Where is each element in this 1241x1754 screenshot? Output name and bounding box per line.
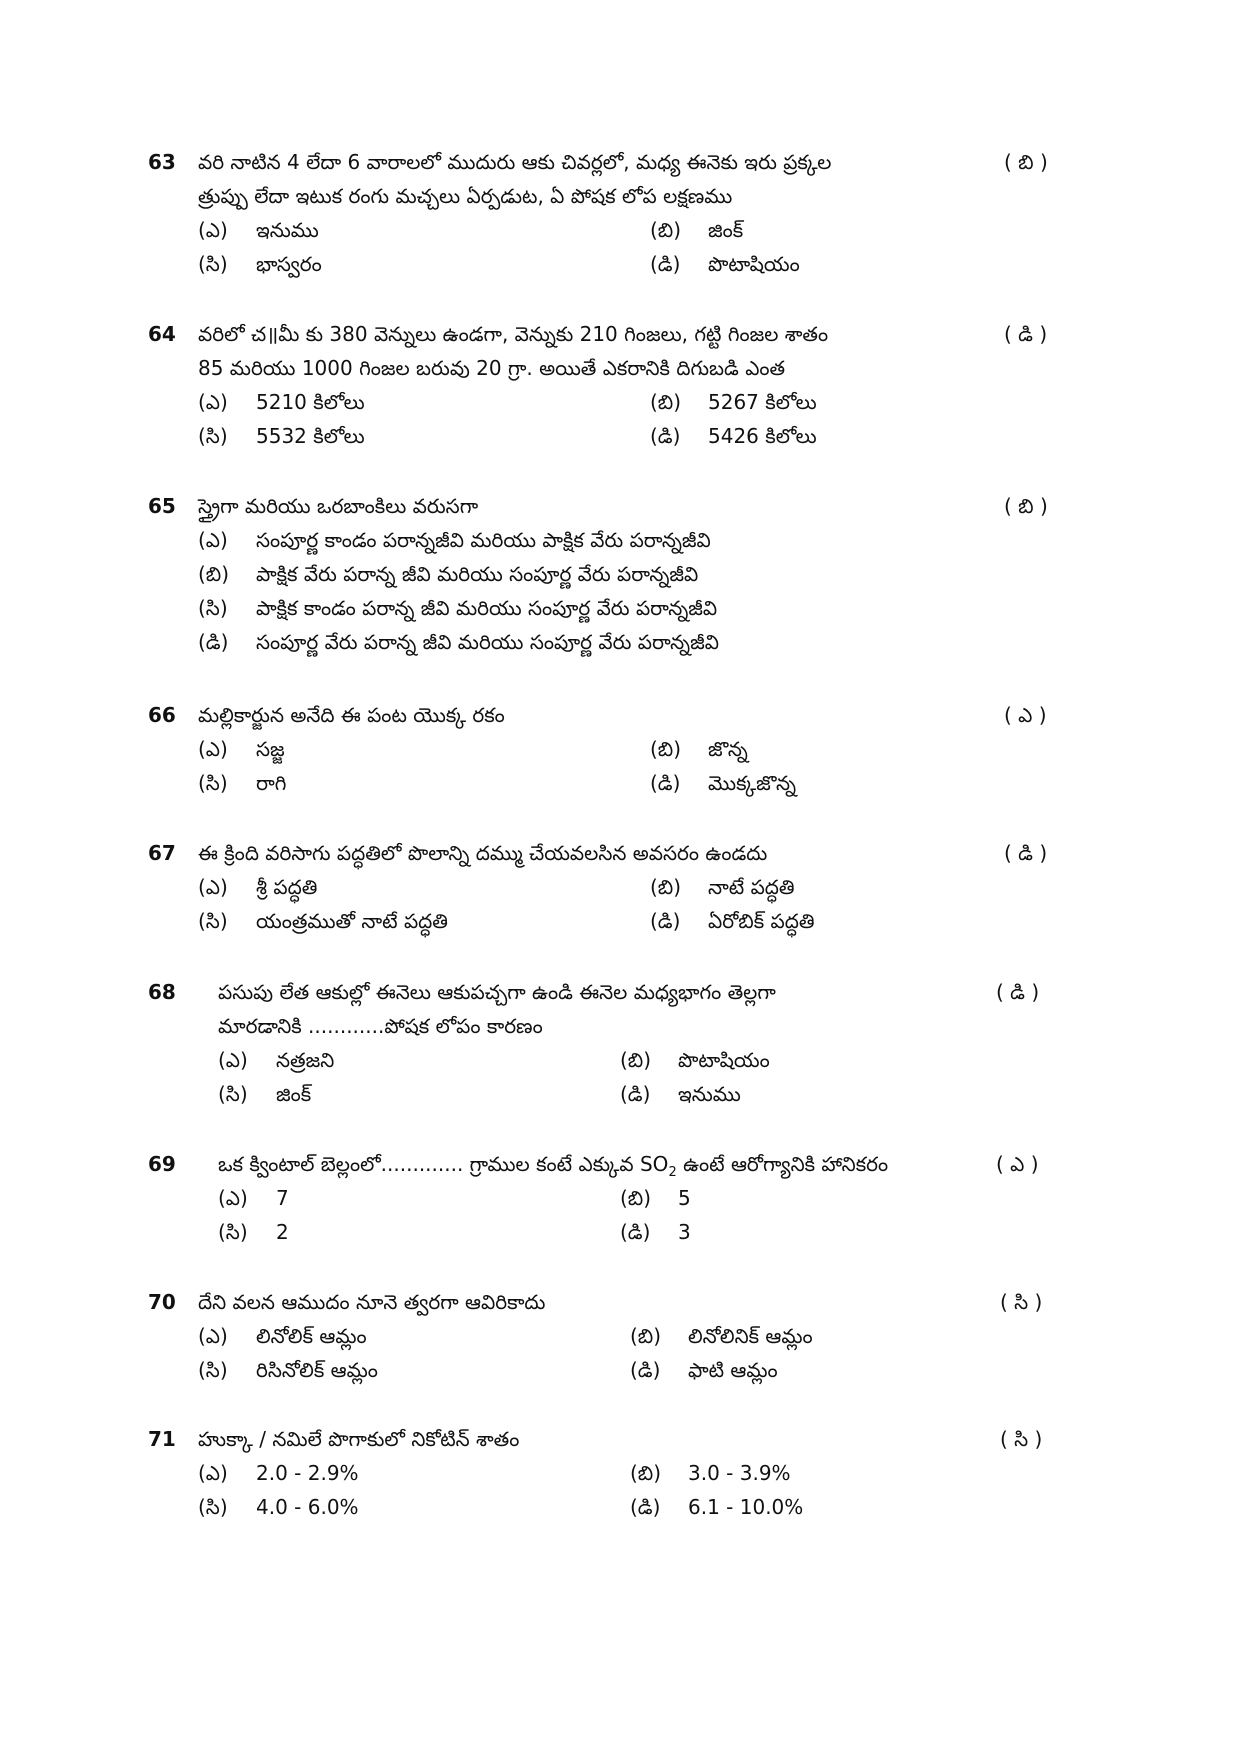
question-number: 65 — [148, 494, 176, 518]
question-number: 71 — [148, 1427, 176, 1451]
question-text-line: మారడానికి ............పోషక లోపం కారణం — [218, 1014, 543, 1038]
option-a — [198, 390, 365, 419]
option-label: (డి) — [650, 252, 681, 276]
option-label: (ఎ) — [198, 528, 228, 552]
option-text: 4.0 - 6.0% — [256, 1495, 359, 1519]
option-label: (ఎ) — [198, 390, 228, 414]
option-d — [650, 252, 800, 281]
option-c — [218, 1082, 311, 1111]
option-label: (బి) — [198, 562, 230, 586]
answer-key: ( బి ) — [1004, 150, 1048, 174]
option-text: మొక్కజొన్న — [708, 771, 796, 795]
answer-key: ( డి ) — [1004, 322, 1048, 346]
option-text: 7 — [276, 1186, 289, 1210]
question-text-line: స్త్రైగా మరియు ఒరబాంకిలు వరుసగా — [198, 494, 479, 518]
option-text: శ్రీ పద్ధతి — [256, 875, 318, 899]
option-text: 5532 కిలోలు — [256, 424, 365, 448]
option-text: 3.0 - 3.9% — [688, 1461, 791, 1485]
question-number: 70 — [148, 1290, 176, 1314]
option-text: భాస్వరం — [256, 252, 322, 276]
option-text: 5267 కిలోలు — [708, 390, 817, 414]
question-number: 69 — [148, 1152, 176, 1176]
option-label: (సి) — [198, 1495, 228, 1519]
question-number: 67 — [148, 841, 176, 865]
option-text: నాటే పద్ధతి — [708, 875, 795, 899]
question-text-line: 85 మరియు 1000 గింజల బరువు 20 గ్రా. అయితే ఎకరానికి దిగుబడి ఎంత — [198, 356, 786, 380]
option-label: (ఎ) — [218, 1186, 248, 1210]
question-number: 68 — [148, 980, 176, 1004]
option-label: (సి) — [198, 1358, 228, 1382]
option-b — [630, 1324, 813, 1353]
option-c — [198, 1358, 378, 1387]
option-label: (డి) — [630, 1358, 661, 1382]
option-label: (డి) — [198, 630, 229, 654]
question-text-subscript: 2 — [668, 1165, 677, 1180]
option-c — [198, 771, 286, 800]
option-d — [650, 909, 814, 938]
option-text: 3 — [678, 1220, 691, 1244]
option-b — [198, 562, 698, 591]
question-text-line: హుక్కా / నమిలే పొగాకులో నికోటిన్ శాతం — [198, 1427, 520, 1451]
option-text: ఫాటి ఆమ్లం — [688, 1358, 778, 1382]
answer-key: ( సి ) — [1000, 1290, 1043, 1314]
option-label: (సి) — [198, 909, 228, 933]
option-label: (బి) — [630, 1324, 662, 1348]
option-a — [218, 1048, 334, 1077]
option-text: జొన్న — [708, 737, 748, 761]
option-b — [650, 737, 748, 766]
option-d — [198, 630, 719, 659]
question-text-line: వరిలో చ॥మీ కు 380 వెన్నులు ఉండగా, వెన్నుకు 210 గింజలు, గట్టి గింజల శాతం — [198, 322, 829, 346]
option-label: (సి) — [198, 596, 228, 620]
option-text: యంత్రముతో నాటే పద్ధతి — [256, 909, 448, 933]
option-label: (డి) — [650, 424, 681, 448]
option-text: రిసినోలిక్ ఆమ్లం — [256, 1358, 378, 1382]
option-text: 5210 కిలోలు — [256, 390, 365, 414]
option-c — [198, 596, 717, 625]
option-text: పొటాషియం — [678, 1048, 770, 1072]
option-d — [630, 1495, 803, 1524]
option-d — [650, 424, 817, 453]
answer-key: ( సి ) — [1000, 1427, 1043, 1451]
option-text: ఇనుము — [256, 218, 319, 242]
option-text: పొటాషియం — [708, 252, 800, 276]
option-label: (డి) — [650, 771, 681, 795]
option-label: (సి) — [198, 252, 228, 276]
option-text: ఇనుము — [678, 1082, 741, 1106]
option-text: పాక్షిక కాండం పరాన్న జీవి మరియు సంపూర్ణ వేరు పరాన్నజీవి — [256, 596, 718, 620]
option-c — [198, 909, 448, 938]
option-text: 2 — [276, 1220, 289, 1244]
option-c — [198, 1495, 359, 1524]
option-a — [198, 1461, 359, 1490]
question-text-line: మల్లికార్జున అనేది ఈ పంట యొక్క రకం — [198, 703, 505, 727]
option-label: (బి) — [650, 218, 682, 242]
option-label: (ఎ) — [198, 875, 228, 899]
option-b — [620, 1186, 691, 1215]
option-text: 6.1 - 10.0% — [688, 1495, 804, 1519]
option-text: లినోలినిక్ ఆమ్లం — [688, 1324, 813, 1348]
option-label: (ఎ) — [198, 1324, 228, 1348]
option-a — [218, 1186, 289, 1215]
option-a — [198, 528, 711, 557]
option-c — [198, 424, 365, 453]
question-text-part: ఒక క్వింటాల్ బెల్లంలో............. గ్రాముల కంటే ఎక్కువ SO — [218, 1152, 669, 1176]
option-a — [198, 218, 319, 247]
option-label: (బి) — [630, 1461, 662, 1485]
option-b — [650, 390, 817, 419]
option-d — [630, 1358, 778, 1387]
option-c — [198, 252, 322, 281]
option-label: (డి) — [650, 909, 681, 933]
option-text: సంపూర్ణ కాండం పరాన్నజీవి మరియు పాక్షిక వేరు పరాన్నజీవి — [256, 528, 711, 552]
question-text-line: పసుపు లేత ఆకుల్లో ఈనెలు ఆకుపచ్చగా ఉండి ఈనెల మధ్యభాగం తెల్లగా — [218, 980, 776, 1004]
answer-key: ( ఎ ) — [1004, 703, 1047, 727]
question-number: 66 — [148, 703, 176, 727]
option-label: (ఎ) — [198, 737, 228, 761]
option-a — [198, 737, 285, 766]
option-label: (డి) — [620, 1082, 651, 1106]
option-text: 5426 కిలోలు — [708, 424, 817, 448]
option-label: (డి) — [630, 1495, 661, 1519]
option-label: (బి) — [650, 390, 682, 414]
question-text-line: వరి నాటిన 4 లేదా 6 వారాలలో ముదురు ఆకు చివర్లలో, మధ్య ఈనెకు ఇరు ప్రక్కల — [198, 150, 832, 174]
option-d — [650, 771, 796, 800]
option-label: (ఎ) — [218, 1048, 248, 1072]
option-label: (డి) — [620, 1220, 651, 1244]
option-text: 5 — [678, 1186, 691, 1210]
option-text: సజ్జ — [256, 737, 285, 761]
option-a — [198, 875, 317, 904]
question-text-part: ఉంటే ఆరోగ్యానికి హానికరం — [676, 1152, 889, 1176]
answer-key: ( బి ) — [1004, 494, 1048, 518]
option-label: (బి) — [650, 737, 682, 761]
answer-key: ( డి ) — [1004, 841, 1048, 865]
question-text-line: దేని వలన ఆముదం నూనె త్వరగా ఆవిరికాదు — [198, 1290, 546, 1314]
option-label: (సి) — [218, 1220, 248, 1244]
option-b — [620, 1048, 770, 1077]
option-label: (సి) — [198, 424, 228, 448]
option-label: (బి) — [620, 1048, 652, 1072]
option-b — [650, 875, 795, 904]
option-text: పాక్షిక వేరు పరాన్న జీవి మరియు సంపూర్ణ వేరు పరాన్నజీవి — [256, 562, 699, 586]
option-text: జింక్ — [708, 218, 744, 242]
question-text-line: త్రుప్పు లేదా ఇటుక రంగు మచ్చలు ఏర్పడుట, ఏ పోషక లోప లక్షణము — [198, 184, 733, 208]
option-c — [218, 1220, 289, 1249]
option-text: లినోలిక్ ఆమ్లం — [256, 1324, 367, 1348]
question-number: 64 — [148, 322, 176, 346]
option-label: (బి) — [650, 875, 682, 899]
option-label: (సి) — [218, 1082, 248, 1106]
option-text: నత్రజని — [276, 1048, 335, 1072]
option-label: (బి) — [620, 1186, 652, 1210]
option-text: రాగి — [256, 771, 287, 795]
question-number: 63 — [148, 150, 176, 174]
option-text: జింక్ — [276, 1082, 312, 1106]
option-text: సంపూర్ణ వేరు పరాన్న జీవి మరియు సంపూర్ణ వేరు పరాన్నజీవి — [256, 630, 719, 654]
answer-key: ( డి ) — [996, 980, 1040, 1004]
option-b — [650, 218, 743, 247]
option-label: (ఎ) — [198, 218, 228, 242]
answer-key: ( ఎ ) — [996, 1152, 1039, 1176]
option-label: (సి) — [198, 771, 228, 795]
question-text-line: ఈ క్రింది వరిసాగు పద్ధతిలో పొలాన్ని దమ్ము చేయవలసిన అవసరం ఉండదు — [198, 841, 768, 865]
option-text: 2.0 - 2.9% — [256, 1461, 359, 1485]
question-text-line — [218, 1152, 888, 1181]
option-d — [620, 1220, 691, 1249]
option-b — [630, 1461, 791, 1490]
option-a — [198, 1324, 367, 1353]
option-label: (ఎ) — [198, 1461, 228, 1485]
option-text: ఏరోబిక్ పద్ధతి — [708, 909, 815, 933]
option-d — [620, 1082, 741, 1111]
